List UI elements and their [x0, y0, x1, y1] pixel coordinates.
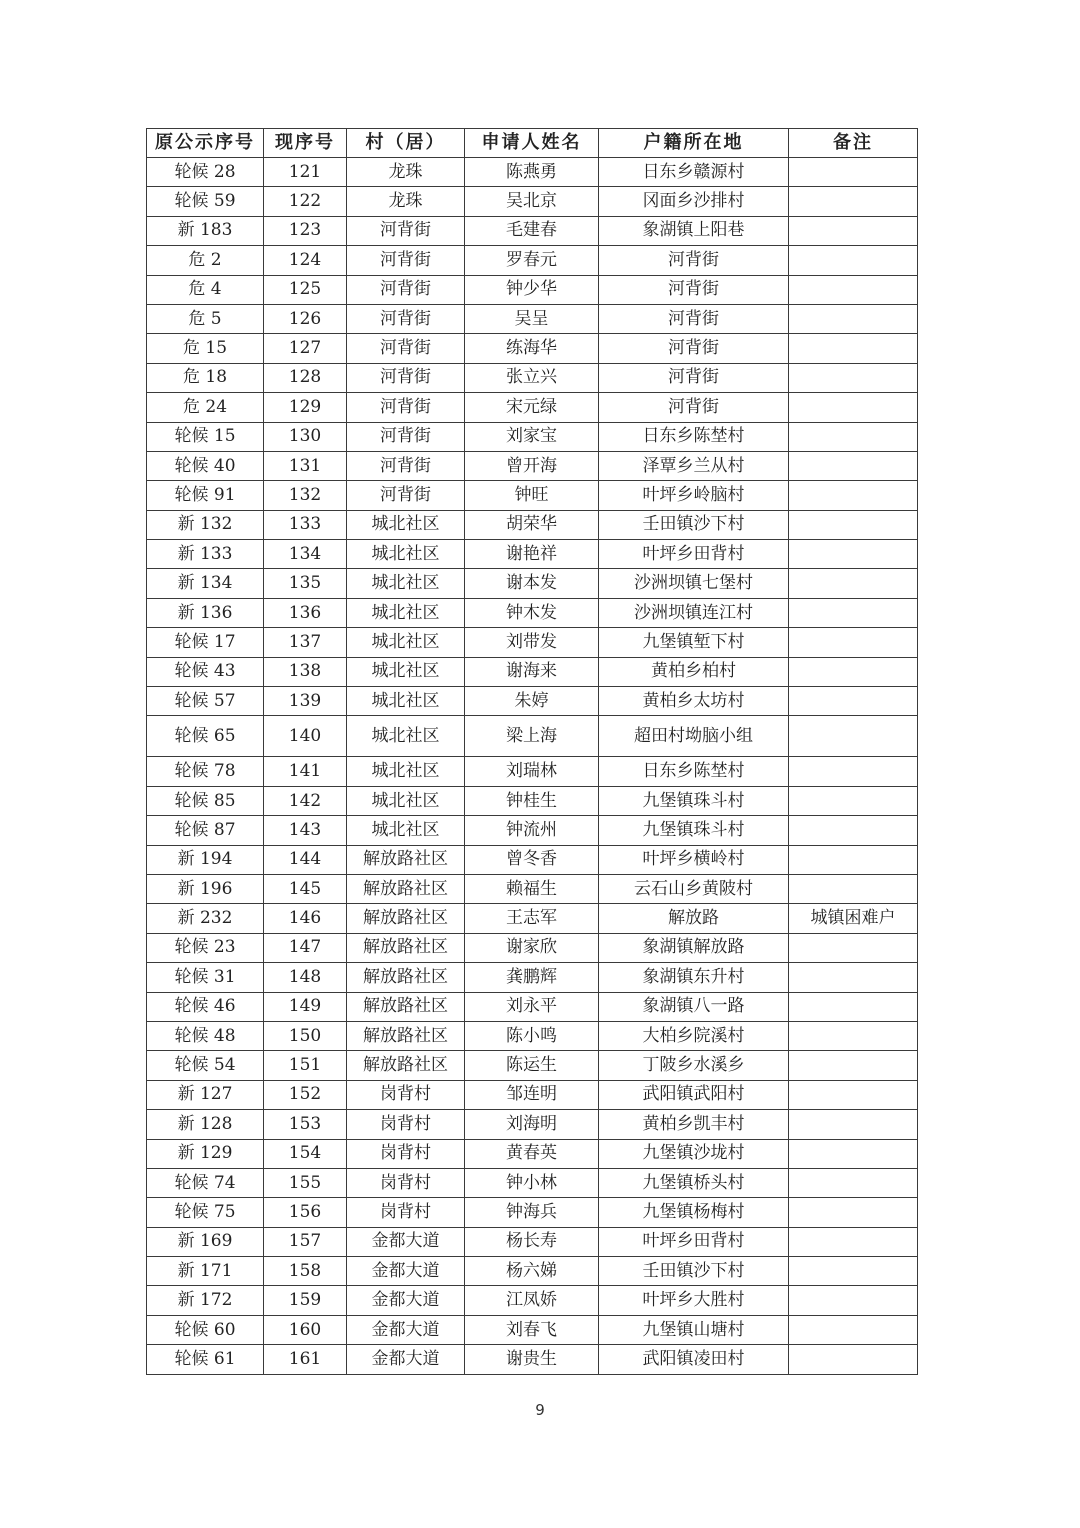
cell-applicant-name: 钟木发 — [465, 598, 599, 627]
cell-original-number: 轮候 59 — [147, 187, 264, 216]
cell-household-registration: 九堡镇沙垅村 — [599, 1139, 789, 1168]
cell-remarks — [789, 393, 918, 422]
cell-remarks — [789, 1257, 918, 1286]
cell-remarks — [789, 363, 918, 392]
cell-village: 城北社区 — [347, 569, 465, 598]
cell-current-number: 160 — [264, 1315, 347, 1344]
cell-remarks — [789, 816, 918, 845]
cell-remarks — [789, 334, 918, 363]
cell-current-number: 138 — [264, 657, 347, 686]
cell-current-number: 122 — [264, 187, 347, 216]
cell-village: 河背街 — [347, 216, 465, 245]
cell-remarks — [789, 216, 918, 245]
cell-applicant-name: 胡荣华 — [465, 510, 599, 539]
table-row — [147, 904, 918, 933]
cell-current-number: 152 — [264, 1080, 347, 1109]
cell-current-number: 154 — [264, 1139, 347, 1168]
cell-household-registration: 河背街 — [599, 363, 789, 392]
cell-remarks — [789, 275, 918, 304]
cell-village: 河背街 — [347, 304, 465, 333]
cell-village: 城北社区 — [347, 786, 465, 815]
cell-village: 解放路社区 — [347, 963, 465, 992]
cell-original-number: 轮候 65 — [147, 716, 264, 757]
cell-original-number: 危 24 — [147, 393, 264, 422]
cell-applicant-name: 梁上海 — [465, 716, 599, 757]
cell-household-registration: 河背街 — [599, 393, 789, 422]
cell-original-number: 轮候 15 — [147, 422, 264, 451]
table-row — [147, 1345, 918, 1374]
cell-household-registration: 黄柏乡太坊村 — [599, 687, 789, 716]
cell-current-number: 131 — [264, 451, 347, 480]
table-row — [147, 451, 918, 480]
cell-village: 解放路社区 — [347, 933, 465, 962]
cell-household-registration: 武阳镇武阳村 — [599, 1080, 789, 1109]
cell-current-number: 158 — [264, 1257, 347, 1286]
cell-current-number: 159 — [264, 1286, 347, 1315]
cell-current-number: 151 — [264, 1051, 347, 1080]
header-remarks: 备注 — [789, 129, 918, 158]
cell-village: 城北社区 — [347, 510, 465, 539]
cell-applicant-name: 曾冬香 — [465, 845, 599, 874]
table-row — [147, 246, 918, 275]
cell-household-registration: 河背街 — [599, 275, 789, 304]
cell-applicant-name: 杨六娣 — [465, 1257, 599, 1286]
cell-applicant-name: 刘春飞 — [465, 1315, 599, 1344]
cell-current-number: 155 — [264, 1168, 347, 1197]
cell-remarks — [789, 687, 918, 716]
cell-current-number: 132 — [264, 481, 347, 510]
cell-applicant-name: 江凤娇 — [465, 1286, 599, 1315]
cell-village: 解放路社区 — [347, 904, 465, 933]
cell-remarks — [789, 569, 918, 598]
cell-applicant-name: 黄春英 — [465, 1139, 599, 1168]
cell-original-number: 新 132 — [147, 510, 264, 539]
cell-current-number: 128 — [264, 363, 347, 392]
cell-applicant-name: 刘瑞林 — [465, 757, 599, 786]
cell-household-registration: 壬田镇沙下村 — [599, 1257, 789, 1286]
cell-household-registration: 日东乡陈埜村 — [599, 422, 789, 451]
cell-remarks — [789, 1345, 918, 1374]
cell-household-registration: 黄柏乡柏村 — [599, 657, 789, 686]
cell-current-number: 126 — [264, 304, 347, 333]
cell-original-number: 轮候 91 — [147, 481, 264, 510]
cell-village: 城北社区 — [347, 687, 465, 716]
cell-household-registration: 武阳镇凌田村 — [599, 1345, 789, 1374]
cell-applicant-name: 赖福生 — [465, 874, 599, 903]
cell-original-number: 轮候 78 — [147, 757, 264, 786]
cell-village: 金都大道 — [347, 1286, 465, 1315]
cell-household-registration: 象湖镇东升村 — [599, 963, 789, 992]
cell-applicant-name: 陈小鸣 — [465, 1021, 599, 1050]
cell-household-registration: 河背街 — [599, 304, 789, 333]
cell-applicant-name: 刘家宝 — [465, 422, 599, 451]
cell-original-number: 轮候 60 — [147, 1315, 264, 1344]
cell-applicant-name: 毛建春 — [465, 216, 599, 245]
cell-original-number: 轮候 40 — [147, 451, 264, 480]
table-row — [147, 1286, 918, 1315]
cell-remarks — [789, 598, 918, 627]
cell-original-number: 危 5 — [147, 304, 264, 333]
cell-applicant-name: 钟海兵 — [465, 1198, 599, 1227]
applicant-table — [146, 128, 918, 1375]
table-row — [147, 816, 918, 845]
cell-applicant-name: 钟小林 — [465, 1168, 599, 1197]
cell-current-number: 144 — [264, 845, 347, 874]
cell-village: 金都大道 — [347, 1257, 465, 1286]
cell-original-number: 轮候 31 — [147, 963, 264, 992]
cell-original-number: 新 127 — [147, 1080, 264, 1109]
cell-current-number: 133 — [264, 510, 347, 539]
header-village: 村（居） — [347, 129, 465, 158]
cell-village: 河背街 — [347, 422, 465, 451]
cell-village: 岗背村 — [347, 1080, 465, 1109]
cell-applicant-name: 陈燕勇 — [465, 158, 599, 187]
cell-village: 金都大道 — [347, 1315, 465, 1344]
cell-applicant-name: 宋元绿 — [465, 393, 599, 422]
cell-current-number: 129 — [264, 393, 347, 422]
cell-current-number: 135 — [264, 569, 347, 598]
cell-remarks — [789, 1021, 918, 1050]
table-row — [147, 540, 918, 569]
cell-household-registration: 壬田镇沙下村 — [599, 510, 789, 539]
cell-original-number: 新 128 — [147, 1110, 264, 1139]
table-row — [147, 933, 918, 962]
cell-household-registration: 河背街 — [599, 246, 789, 275]
cell-original-number: 危 18 — [147, 363, 264, 392]
cell-original-number: 新 232 — [147, 904, 264, 933]
cell-original-number: 轮候 75 — [147, 1198, 264, 1227]
cell-applicant-name: 钟少华 — [465, 275, 599, 304]
cell-original-number: 新 133 — [147, 540, 264, 569]
cell-village: 城北社区 — [347, 540, 465, 569]
cell-remarks — [789, 246, 918, 275]
cell-village: 岗背村 — [347, 1110, 465, 1139]
cell-village: 河背街 — [347, 363, 465, 392]
cell-applicant-name: 钟流州 — [465, 816, 599, 845]
cell-original-number: 轮候 85 — [147, 786, 264, 815]
cell-household-registration: 叶坪乡岭脑村 — [599, 481, 789, 510]
cell-current-number: 147 — [264, 933, 347, 962]
cell-current-number: 143 — [264, 816, 347, 845]
cell-applicant-name: 龚鹏辉 — [465, 963, 599, 992]
cell-original-number: 轮候 46 — [147, 992, 264, 1021]
cell-village: 城北社区 — [347, 816, 465, 845]
table-row — [147, 1110, 918, 1139]
cell-original-number: 轮候 28 — [147, 158, 264, 187]
cell-remarks — [789, 628, 918, 657]
cell-remarks — [789, 1080, 918, 1109]
cell-current-number: 136 — [264, 598, 347, 627]
cell-remarks — [789, 1139, 918, 1168]
table-row — [147, 216, 918, 245]
cell-remarks — [789, 481, 918, 510]
table-row — [147, 1315, 918, 1344]
cell-household-registration: 九堡镇珠斗村 — [599, 786, 789, 815]
table-row — [147, 363, 918, 392]
cell-remarks — [789, 1286, 918, 1315]
cell-household-registration: 丁陂乡水溪乡 — [599, 1051, 789, 1080]
cell-applicant-name: 刘带发 — [465, 628, 599, 657]
cell-household-registration: 九堡镇堑下村 — [599, 628, 789, 657]
cell-remarks — [789, 158, 918, 187]
cell-applicant-name: 刘永平 — [465, 992, 599, 1021]
cell-original-number: 轮候 54 — [147, 1051, 264, 1080]
cell-village: 河背街 — [347, 393, 465, 422]
cell-remarks — [789, 1227, 918, 1256]
table-row — [147, 1168, 918, 1197]
table-row — [147, 187, 918, 216]
cell-applicant-name: 罗春元 — [465, 246, 599, 275]
cell-current-number: 123 — [264, 216, 347, 245]
cell-household-registration: 象湖镇八一路 — [599, 992, 789, 1021]
cell-household-registration: 冈面乡沙排村 — [599, 187, 789, 216]
cell-applicant-name: 谢海来 — [465, 657, 599, 686]
table-row — [147, 992, 918, 1021]
cell-household-registration: 九堡镇桥头村 — [599, 1168, 789, 1197]
cell-current-number: 137 — [264, 628, 347, 657]
cell-village: 城北社区 — [347, 716, 465, 757]
table-row — [147, 874, 918, 903]
cell-household-registration: 泽覃乡兰从村 — [599, 451, 789, 480]
cell-remarks — [789, 1315, 918, 1344]
table-row — [147, 1198, 918, 1227]
cell-remarks — [789, 786, 918, 815]
cell-applicant-name: 曾开海 — [465, 451, 599, 480]
cell-current-number: 161 — [264, 1345, 347, 1374]
cell-household-registration: 超田村坳脑小组 — [599, 716, 789, 757]
cell-current-number: 149 — [264, 992, 347, 1021]
cell-current-number: 121 — [264, 158, 347, 187]
cell-applicant-name: 邹连明 — [465, 1080, 599, 1109]
cell-original-number: 危 15 — [147, 334, 264, 363]
header-current-number: 现序号 — [264, 129, 347, 158]
cell-household-registration: 解放路 — [599, 904, 789, 933]
cell-applicant-name: 谢艳祥 — [465, 540, 599, 569]
table-header-row — [147, 129, 918, 158]
cell-current-number: 157 — [264, 1227, 347, 1256]
cell-original-number: 轮候 87 — [147, 816, 264, 845]
cell-current-number: 125 — [264, 275, 347, 304]
cell-original-number: 轮候 43 — [147, 657, 264, 686]
cell-village: 河背街 — [347, 451, 465, 480]
cell-household-registration: 沙洲坝镇七堡村 — [599, 569, 789, 598]
cell-village: 解放路社区 — [347, 992, 465, 1021]
cell-remarks — [789, 422, 918, 451]
cell-current-number: 148 — [264, 963, 347, 992]
table-row — [147, 275, 918, 304]
table-row — [147, 158, 918, 187]
cell-applicant-name: 谢贵生 — [465, 1345, 599, 1374]
table-row — [147, 1080, 918, 1109]
cell-remarks — [789, 757, 918, 786]
cell-current-number: 142 — [264, 786, 347, 815]
cell-original-number: 新 136 — [147, 598, 264, 627]
cell-applicant-name: 朱婷 — [465, 687, 599, 716]
table-row — [147, 569, 918, 598]
cell-village: 解放路社区 — [347, 1021, 465, 1050]
cell-village: 解放路社区 — [347, 845, 465, 874]
table-row — [147, 393, 918, 422]
table-row — [147, 757, 918, 786]
table-row — [147, 422, 918, 451]
cell-village: 金都大道 — [347, 1345, 465, 1374]
cell-original-number: 轮候 48 — [147, 1021, 264, 1050]
cell-original-number: 危 4 — [147, 275, 264, 304]
cell-household-registration: 日东乡赣源村 — [599, 158, 789, 187]
cell-village: 解放路社区 — [347, 1051, 465, 1080]
cell-current-number: 153 — [264, 1110, 347, 1139]
header-applicant-name: 申请人姓名 — [465, 129, 599, 158]
cell-current-number: 156 — [264, 1198, 347, 1227]
cell-current-number: 139 — [264, 687, 347, 716]
cell-remarks — [789, 1051, 918, 1080]
cell-household-registration: 叶坪乡大胜村 — [599, 1286, 789, 1315]
cell-applicant-name: 谢本发 — [465, 569, 599, 598]
cell-household-registration: 叶坪乡横岭村 — [599, 845, 789, 874]
table-row — [147, 628, 918, 657]
cell-village: 金都大道 — [347, 1227, 465, 1256]
cell-original-number: 新 171 — [147, 1257, 264, 1286]
cell-village: 河背街 — [347, 246, 465, 275]
cell-village: 河背街 — [347, 275, 465, 304]
cell-applicant-name: 吴呈 — [465, 304, 599, 333]
cell-applicant-name: 练海华 — [465, 334, 599, 363]
cell-remarks — [789, 304, 918, 333]
cell-remarks — [789, 1198, 918, 1227]
cell-household-registration: 沙洲坝镇连江村 — [599, 598, 789, 627]
cell-village: 河背街 — [347, 481, 465, 510]
cell-applicant-name: 谢家欣 — [465, 933, 599, 962]
cell-household-registration: 叶坪乡田背村 — [599, 1227, 789, 1256]
cell-village: 岗背村 — [347, 1168, 465, 1197]
cell-village: 岗背村 — [347, 1139, 465, 1168]
cell-remarks — [789, 657, 918, 686]
cell-village: 解放路社区 — [347, 874, 465, 903]
table-row — [147, 304, 918, 333]
cell-remarks — [789, 540, 918, 569]
table-row — [147, 687, 918, 716]
cell-remarks: 城镇困难户 — [789, 904, 918, 933]
cell-current-number: 127 — [264, 334, 347, 363]
cell-household-registration: 象湖镇解放路 — [599, 933, 789, 962]
page-number: 9 — [535, 1401, 545, 1419]
cell-remarks — [789, 1110, 918, 1139]
cell-applicant-name: 张立兴 — [465, 363, 599, 392]
table-row — [147, 845, 918, 874]
cell-remarks — [789, 992, 918, 1021]
cell-original-number: 新 194 — [147, 845, 264, 874]
cell-village: 龙珠 — [347, 158, 465, 187]
cell-village: 城北社区 — [347, 628, 465, 657]
cell-original-number: 危 2 — [147, 246, 264, 275]
cell-original-number: 轮候 17 — [147, 628, 264, 657]
cell-household-registration: 日东乡陈埜村 — [599, 757, 789, 786]
table-row — [147, 598, 918, 627]
cell-current-number: 140 — [264, 716, 347, 757]
table-row — [147, 786, 918, 815]
cell-remarks — [789, 187, 918, 216]
cell-applicant-name: 吴北京 — [465, 187, 599, 216]
cell-village: 城北社区 — [347, 598, 465, 627]
cell-household-registration: 黄柏乡凯丰村 — [599, 1110, 789, 1139]
cell-household-registration: 象湖镇上阳巷 — [599, 216, 789, 245]
cell-village: 河背街 — [347, 334, 465, 363]
header-original-number: 原公示序号 — [147, 129, 264, 158]
cell-original-number: 轮候 61 — [147, 1345, 264, 1374]
cell-household-registration: 云石山乡黄陂村 — [599, 874, 789, 903]
cell-household-registration: 九堡镇珠斗村 — [599, 816, 789, 845]
cell-remarks — [789, 963, 918, 992]
cell-current-number: 130 — [264, 422, 347, 451]
cell-original-number: 轮候 74 — [147, 1168, 264, 1197]
cell-remarks — [789, 874, 918, 903]
table-body — [147, 158, 918, 1375]
cell-remarks — [789, 845, 918, 874]
cell-household-registration: 河背街 — [599, 334, 789, 363]
cell-village: 龙珠 — [347, 187, 465, 216]
table-row — [147, 1139, 918, 1168]
cell-original-number: 轮候 23 — [147, 933, 264, 962]
cell-applicant-name: 刘海明 — [465, 1110, 599, 1139]
cell-applicant-name: 钟旺 — [465, 481, 599, 510]
cell-current-number: 145 — [264, 874, 347, 903]
cell-original-number: 新 183 — [147, 216, 264, 245]
cell-village: 城北社区 — [347, 657, 465, 686]
header-household-registration: 户籍所在地 — [599, 129, 789, 158]
table-row — [147, 716, 918, 757]
cell-remarks — [789, 716, 918, 757]
table-row — [147, 1227, 918, 1256]
cell-remarks — [789, 933, 918, 962]
cell-applicant-name: 陈运生 — [465, 1051, 599, 1080]
cell-current-number: 146 — [264, 904, 347, 933]
cell-original-number: 新 169 — [147, 1227, 264, 1256]
table-row — [147, 510, 918, 539]
table-row — [147, 657, 918, 686]
cell-remarks — [789, 510, 918, 539]
cell-applicant-name: 钟桂生 — [465, 786, 599, 815]
cell-original-number: 新 134 — [147, 569, 264, 598]
cell-original-number: 新 172 — [147, 1286, 264, 1315]
table-row — [147, 1051, 918, 1080]
cell-original-number: 新 129 — [147, 1139, 264, 1168]
cell-current-number: 150 — [264, 1021, 347, 1050]
cell-household-registration: 叶坪乡田背村 — [599, 540, 789, 569]
cell-household-registration: 九堡镇杨梅村 — [599, 1198, 789, 1227]
cell-current-number: 141 — [264, 757, 347, 786]
cell-household-registration: 九堡镇山塘村 — [599, 1315, 789, 1344]
table-row — [147, 1021, 918, 1050]
table-row — [147, 1257, 918, 1286]
cell-original-number: 新 196 — [147, 874, 264, 903]
cell-current-number: 124 — [264, 246, 347, 275]
cell-original-number: 轮候 57 — [147, 687, 264, 716]
table-row — [147, 334, 918, 363]
cell-applicant-name: 杨长寿 — [465, 1227, 599, 1256]
cell-household-registration: 大柏乡院溪村 — [599, 1021, 789, 1050]
cell-village: 城北社区 — [347, 757, 465, 786]
cell-remarks — [789, 451, 918, 480]
cell-current-number: 134 — [264, 540, 347, 569]
cell-applicant-name: 王志军 — [465, 904, 599, 933]
table-row — [147, 963, 918, 992]
cell-remarks — [789, 1168, 918, 1197]
table-row — [147, 481, 918, 510]
cell-village: 岗背村 — [347, 1198, 465, 1227]
